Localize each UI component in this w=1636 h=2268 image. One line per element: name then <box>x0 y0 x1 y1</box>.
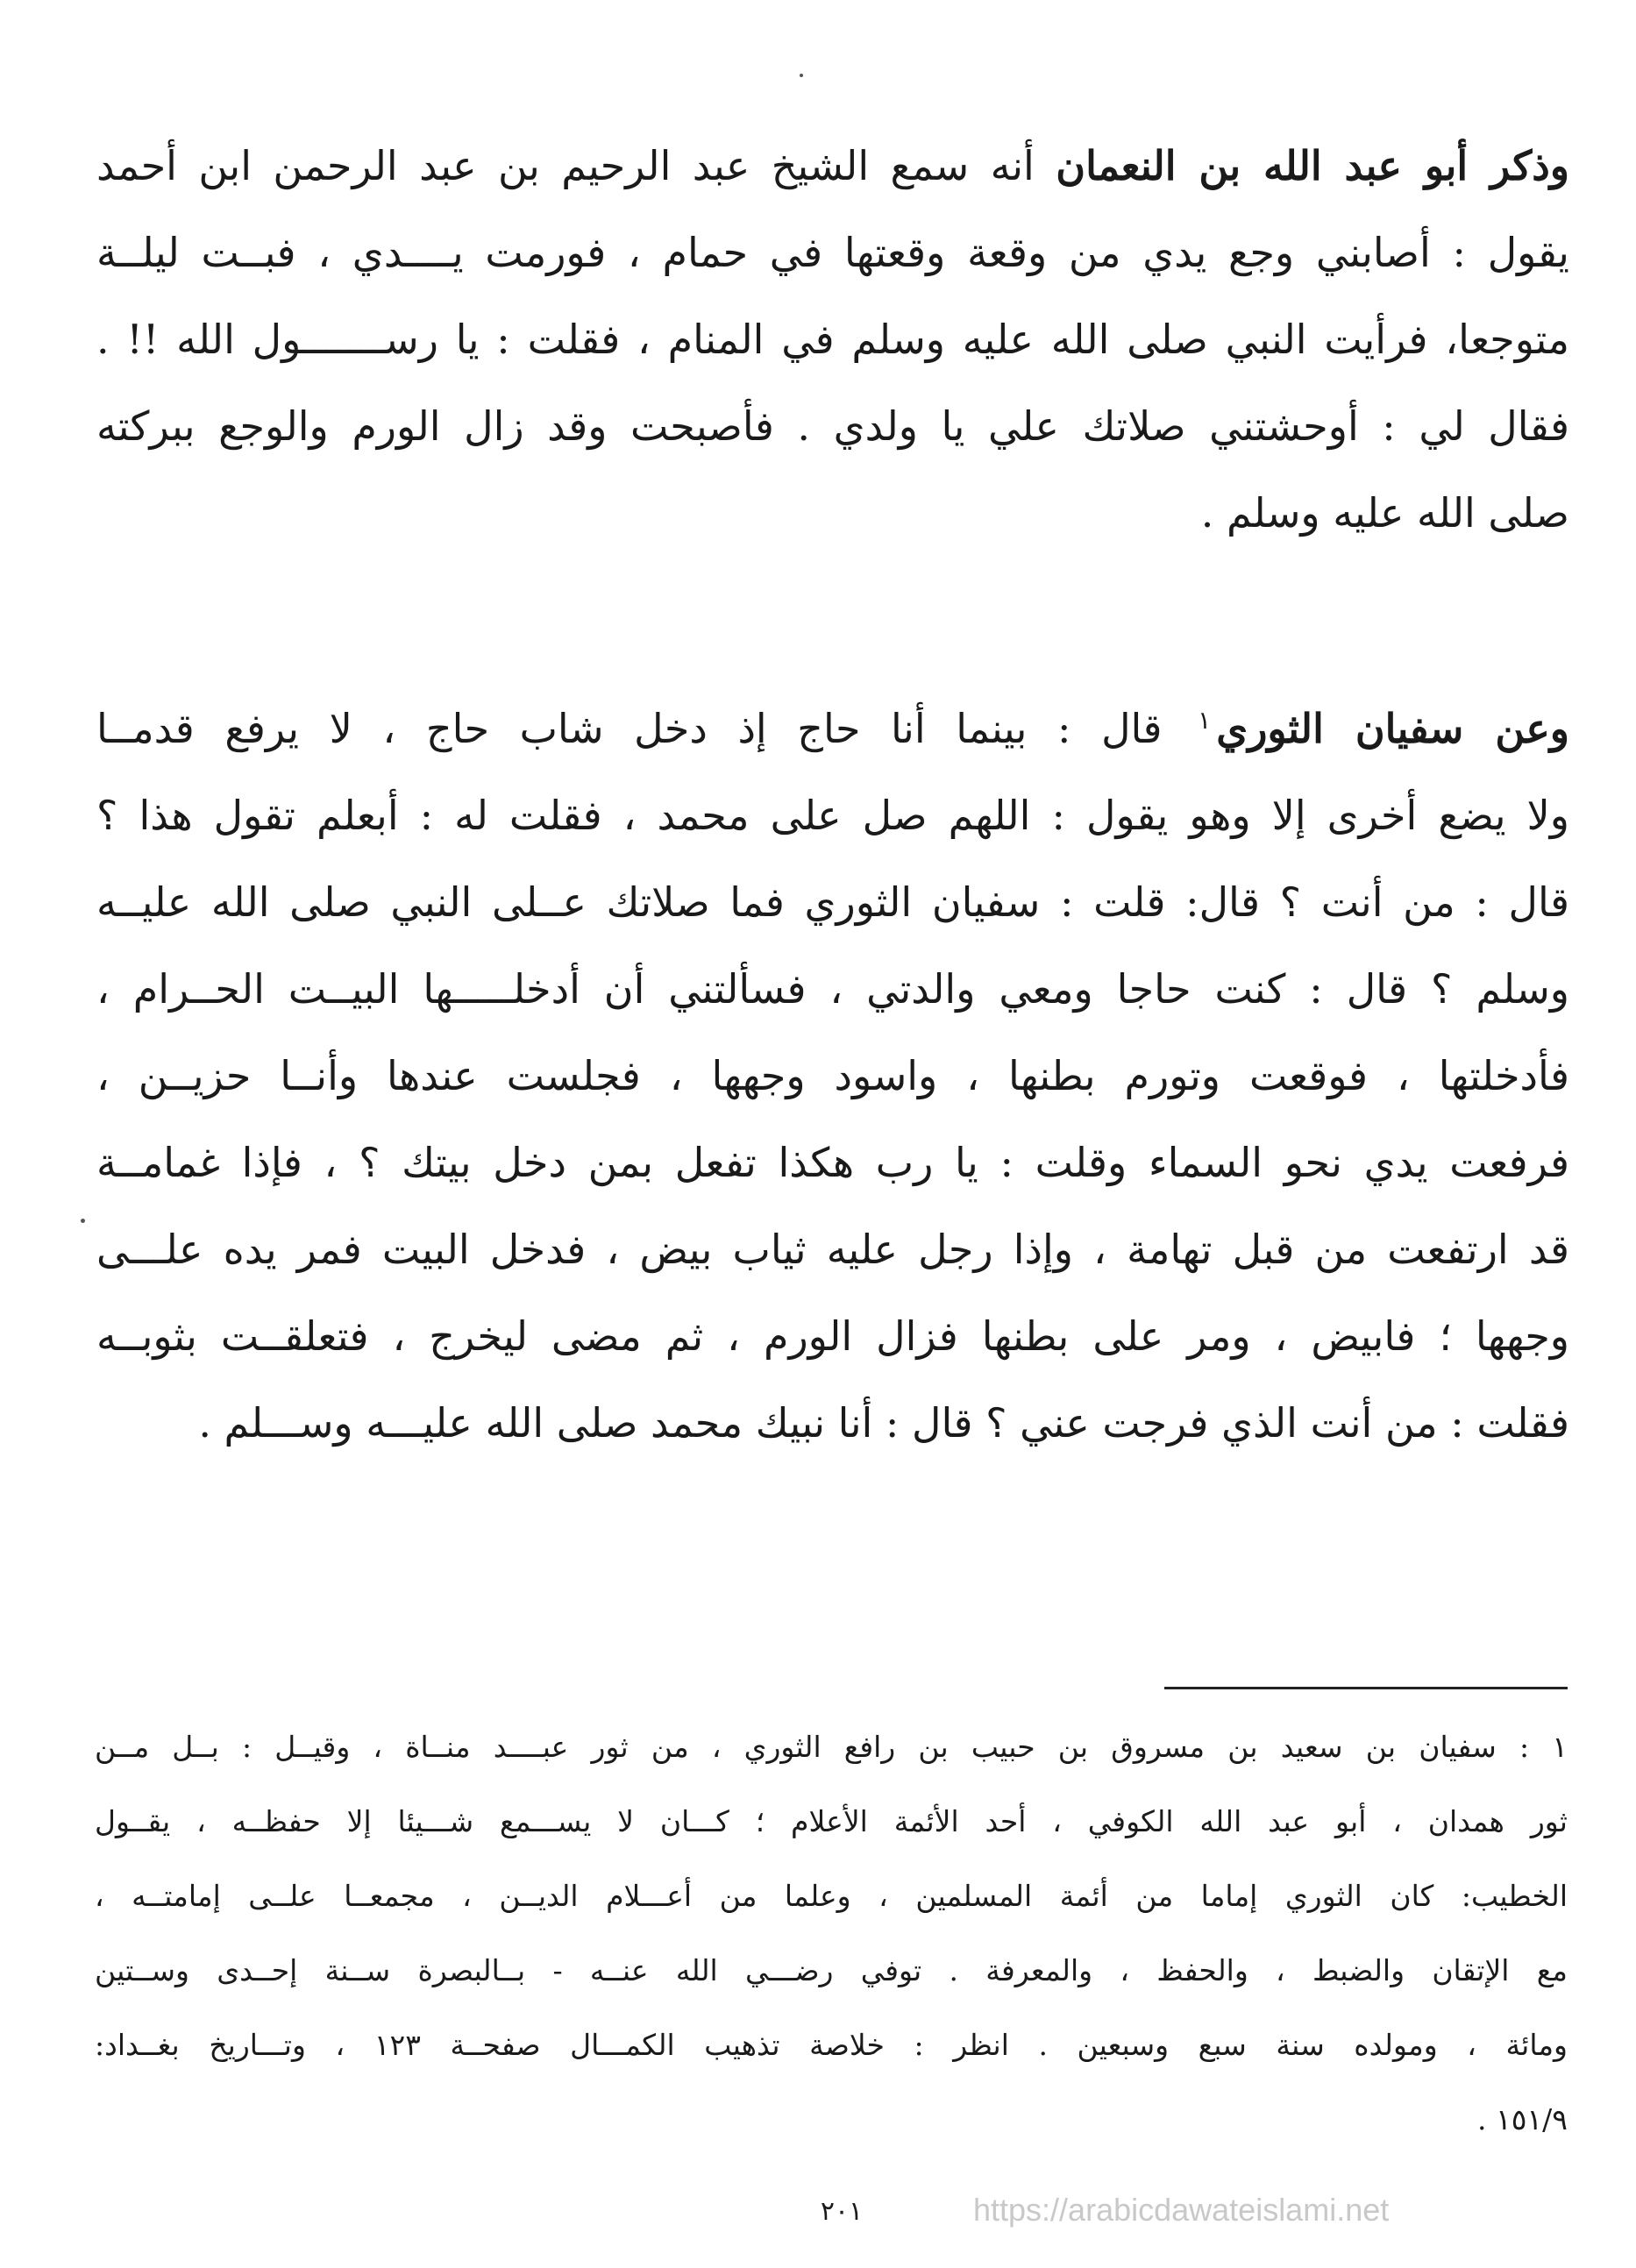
paragraph-sufyan-thawri <box>96 686 1569 1467</box>
scan-speck <box>81 1219 85 1223</box>
footnote-line: ١ : سفيان بن سعيد بن مسروق بن حبيب بن رافع الثوري ، من ثور عبــــد منــاة ، وقيــل : بــل مــن <box>95 1730 1568 1764</box>
footnote-line: مع الإتقان والضبط ، والحفظ ، والمعرفة . توفي رضـــي الله عنــه - بــالبصرة ســنة إحــدى وســتين <box>95 1953 1568 1987</box>
text-line: فرفعت يدي نحو السماء وقلت : يا رب هكذا تفعل بمن دخل بيتك ؟ ، فإذا غمامــة <box>96 1139 1569 1186</box>
watermark-url: https://arabicdawateislami.net <box>973 2192 1390 2228</box>
narrator-name: وذكر أبو عبد الله بن النعمان <box>1056 142 1569 189</box>
text-line: فقال لي : أوحشتني صلاتك علي يا ولدي . فأصبحت وقد زال الورم والوجع ببركته <box>96 402 1569 450</box>
footnote-marker[interactable]: ١ <box>1198 705 1212 735</box>
text-line: وعن سفيان الثوري$^١$ قال : بينما أنا حاج إذ دخل شاب حاج ، لا يرفع قدمــا <box>96 705 1569 752</box>
text-line: فأدخلتها ، فوقعت وتورم بطنها ، واسود وجهها ، فجلست عندها وأنــا حزيــن ، <box>96 1052 1569 1099</box>
text-line: ولا يضع أخرى إلا وهو يقول : اللهم صل على محمد ، فقلت له : أبعلم تقول هذا ؟ <box>96 792 1569 839</box>
text-line: صلى الله عليه وسلم . <box>1200 489 1569 537</box>
footnote-line: الخطيب: كان الثوري إماما من أئمة المسلمين ، وعلما من أعـــلام الديــن ، مجمعــا علــى إمامتــه ، <box>95 1879 1568 1913</box>
text-line: فقلت : من أنت الذي فرجت عني ؟ قال : أنا نبيك محمد صلى الله عليـــه وســـلم . <box>198 1399 1569 1447</box>
footnote-line: ثور همدان ، أبو عبد الله الكوفي ، أحد الأئمة الأعلام ؛ كـــان لا يســـمع شـــيئا إلا حفظــه ، يقــول <box>95 1804 1568 1838</box>
text-line: متوجعا، فرأيت النبي صلى الله عليه وسلم في المنام ، فقلت : يا رســـــــول الله !! . <box>96 316 1569 363</box>
narrator-name: وعن سفيان الثوري <box>1216 705 1569 752</box>
text-line: وذكر أبو عبد الله بن النعمان أنه سمع الشيخ عبد الرحيم بن عبد الرحمن ابن أحمد <box>96 142 1569 189</box>
footnotes <box>95 1710 1568 2157</box>
page-number: ٢٠١ <box>820 2196 864 2227</box>
footnote-divider <box>1164 1687 1568 1689</box>
text-line: قال : من أنت ؟ قال: قلت : سفيان الثوري فما صلاتك عــلى النبي صلى الله عليــه <box>96 878 1569 926</box>
text-line: وسلم ؟ قال : كنت حاجا ومعي والدتي ، فسألتني أن أدخلـــــها البيــت الحــرام ، <box>96 965 1569 1013</box>
text-line: وجهها ؛ فابيض ، ومر على بطنها فزال الورم ، ثم مضى ليخرج ، فتعلقــت بثوبــه <box>96 1312 1569 1360</box>
paragraph-abu-abdullah <box>96 123 1569 557</box>
footnote-line: ومائة ، ومولده سنة سبع وسبعين . انظر : خلاصة تذهيب الكمـــال صفحــة ١٢٣ ، وتـــاريخ بغــداد: <box>95 2028 1568 2062</box>
footnote-line: ١٥١/٩ . <box>1476 2102 1568 2136</box>
text-line: يقول : أصابني وجع يدي من وقعة وقعتها في حمام ، فورمت يــــدي ، فبــت ليلــة <box>96 229 1569 276</box>
scan-speck <box>800 74 803 77</box>
text-line: قد ارتفعت من قبل تهامة ، وإذا رجل عليه ثياب بيض ، فدخل البيت فمر يده علـــى <box>96 1226 1569 1273</box>
